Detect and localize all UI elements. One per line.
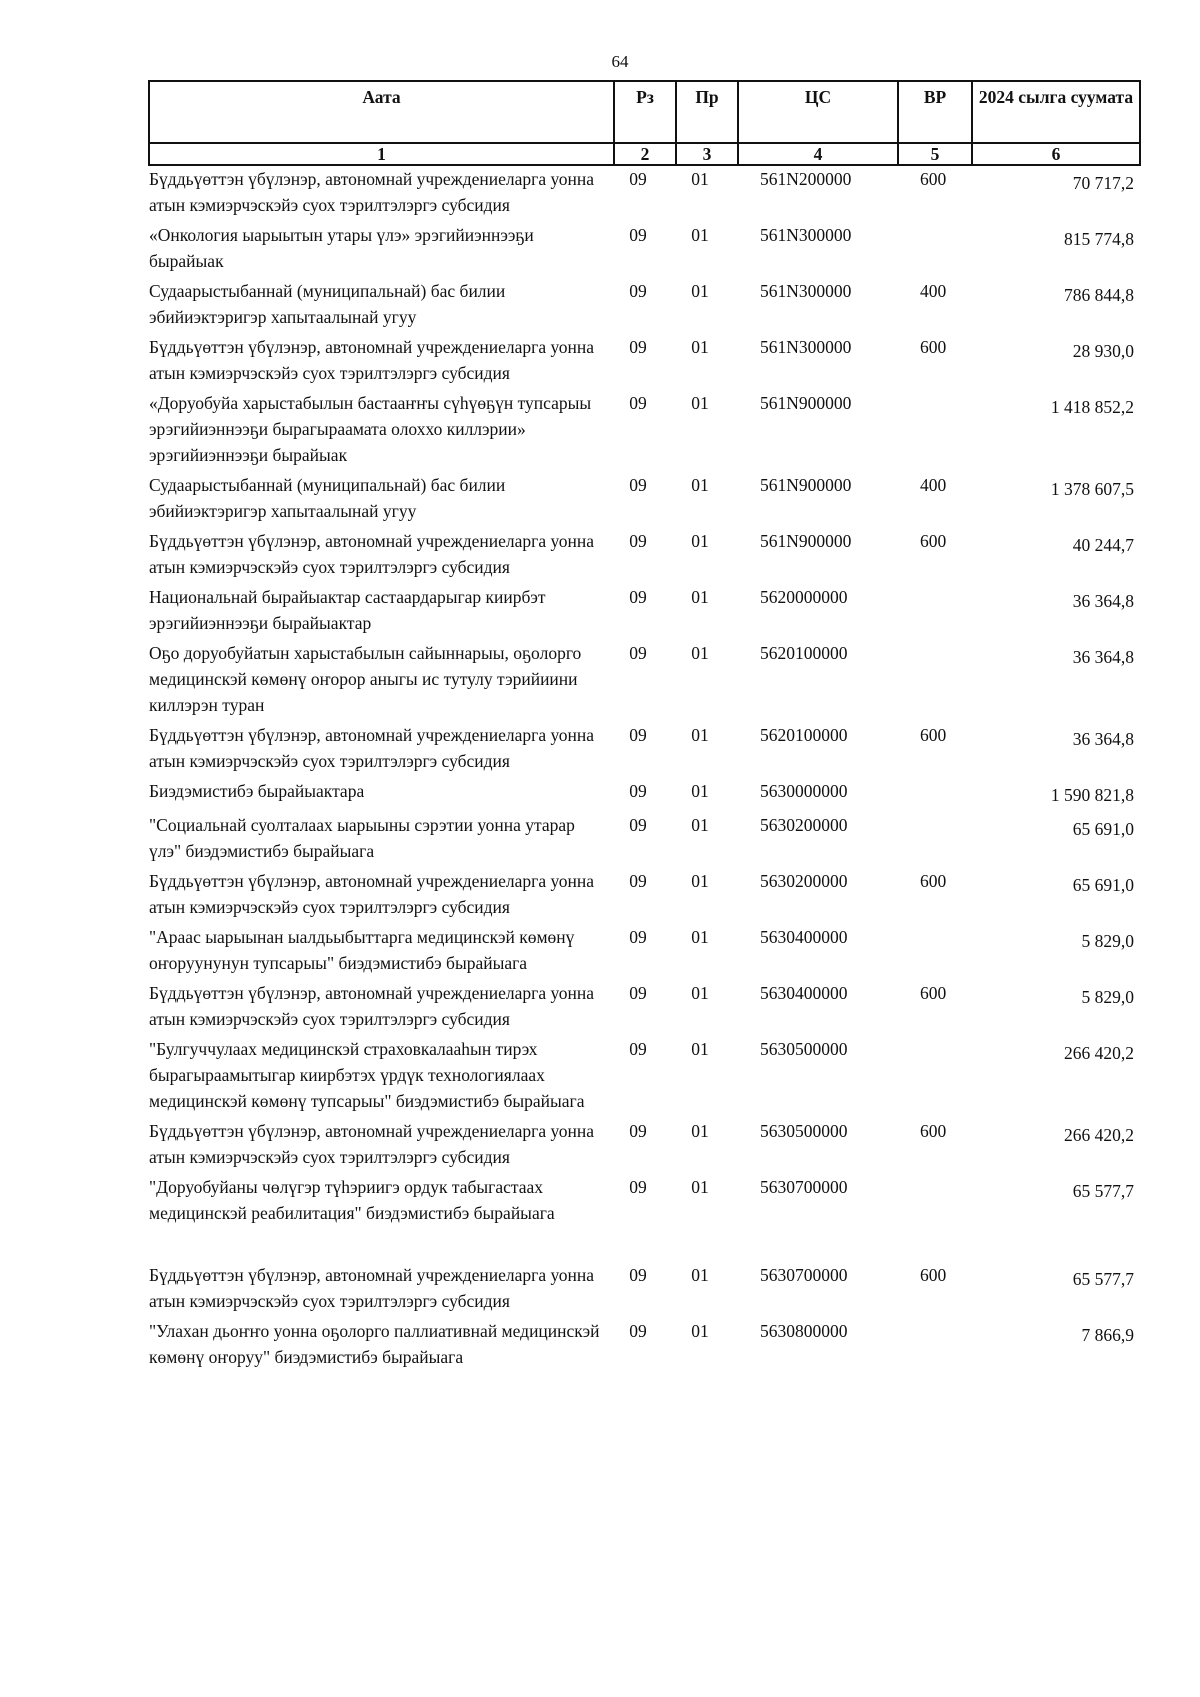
cell-cs: 561N900000 bbox=[760, 393, 852, 413]
cell-rz: 09 bbox=[629, 587, 647, 607]
cell-cs: 5630700000 bbox=[760, 1177, 848, 1197]
cell-rz: 09 bbox=[629, 781, 647, 801]
cell-pr: 01 bbox=[691, 337, 709, 357]
cell-name: Национальнай бырайыактар састаардарыгар киирбэт эрэгийиэннээҕи бырайыактар bbox=[149, 587, 546, 633]
cell-rz: 09 bbox=[629, 643, 647, 663]
table-body bbox=[149, 165, 1140, 1374]
table-row bbox=[149, 722, 1140, 778]
cell-pr: 01 bbox=[691, 531, 709, 551]
cell-sum: 70 717,2 bbox=[1072, 173, 1134, 193]
cell-vr: 600 bbox=[920, 1121, 947, 1141]
cell-vr: 600 bbox=[920, 169, 947, 189]
cell-pr: 01 bbox=[691, 643, 709, 663]
table-row bbox=[149, 980, 1140, 1036]
table-row bbox=[149, 868, 1140, 924]
cell-rz: 09 bbox=[629, 983, 647, 1003]
cell-rz: 09 bbox=[629, 281, 647, 301]
cell-sum: 65 577,7 bbox=[1072, 1181, 1134, 1201]
cell-cs: 5630500000 bbox=[760, 1039, 848, 1059]
cell-name: "Доруобуйаны чөлүгэр түһэриигэ ордук табыгастаах медицинскэй реабилитация" биэдэмистибэ бырайыага bbox=[149, 1177, 555, 1223]
table-row bbox=[149, 778, 1140, 812]
table-row bbox=[149, 640, 1140, 722]
cell-cs: 5630400000 bbox=[760, 983, 848, 1003]
cell-rz: 09 bbox=[629, 475, 647, 495]
cell-vr: 600 bbox=[920, 725, 947, 745]
cell-rz: 09 bbox=[629, 393, 647, 413]
cell-pr: 01 bbox=[691, 1121, 709, 1141]
cell-pr: 01 bbox=[691, 983, 709, 1003]
cell-pr: 01 bbox=[691, 281, 709, 301]
cell-pr: 01 bbox=[691, 169, 709, 189]
cell-name: Бүддьүөттэн үбүлэнэр, автономнай учреждениеларга уонна атын кэмиэрчэскэйэ суох тэрилтэлэргэ субсидия bbox=[149, 1265, 595, 1311]
table-header bbox=[149, 81, 1140, 165]
cell-name: «Доруобуйа харыстабылын бастааҥҥы сүһүөҕүн тупсарыы эрэгийиэннээҕи бырагыраамата олоххо киллэрии» эрэгийиэннээҕи бырайыак bbox=[149, 393, 592, 465]
header-cs: ЦС bbox=[738, 81, 898, 143]
cell-sum: 65 691,0 bbox=[1072, 875, 1134, 895]
cell-cs: 5630200000 bbox=[760, 815, 848, 835]
cell-pr: 01 bbox=[691, 725, 709, 745]
header-name: Аата bbox=[149, 81, 614, 143]
cell-cs: 561N300000 bbox=[760, 225, 852, 245]
page-number: 64 bbox=[611, 52, 629, 71]
cell-name: Бүддьүөттэн үбүлэнэр, автономнай учреждениеларга уонна атын кэмиэрчэскэйэ суох тэрилтэлэргэ субсидия bbox=[149, 871, 595, 917]
cell-vr: 400 bbox=[920, 475, 947, 495]
table-row bbox=[149, 528, 1140, 584]
cell-cs: 561N200000 bbox=[760, 169, 852, 189]
header-sum: 2024 сылга суумата bbox=[972, 81, 1140, 143]
cell-cs: 561N900000 bbox=[760, 531, 852, 551]
cell-sum: 815 774,8 bbox=[1064, 229, 1134, 249]
table-row bbox=[149, 1036, 1140, 1118]
cell-rz: 09 bbox=[629, 337, 647, 357]
column-number: 1 bbox=[149, 143, 614, 165]
column-number: 3 bbox=[676, 143, 738, 165]
table-row bbox=[149, 334, 1140, 390]
cell-cs: 5630400000 bbox=[760, 927, 848, 947]
header-row bbox=[149, 81, 1140, 143]
cell-name: Судаарыстыбаннай (муниципальнай) бас билии эбийиэктэригэр хапытаалынай угуу bbox=[149, 475, 506, 521]
table-row bbox=[149, 812, 1140, 868]
cell-vr bbox=[898, 584, 972, 640]
cell-vr bbox=[898, 222, 972, 278]
cell-sum: 40 244,7 bbox=[1072, 535, 1134, 555]
cell-pr: 01 bbox=[691, 815, 709, 835]
cell-vr bbox=[898, 812, 972, 868]
cell-vr: 400 bbox=[920, 281, 947, 301]
cell-name: Бүддьүөттэн үбүлэнэр, автономнай учреждениеларга уонна атын кэмиэрчэскэйэ суох тэрилтэлэргэ субсидия bbox=[149, 983, 595, 1029]
cell-cs: 5630000000 bbox=[760, 781, 848, 801]
cell-rz: 09 bbox=[629, 1265, 647, 1285]
cell-rz: 09 bbox=[629, 169, 647, 189]
column-number: 2 bbox=[614, 143, 676, 165]
table-row bbox=[149, 1262, 1140, 1318]
cell-pr: 01 bbox=[691, 927, 709, 947]
table-row bbox=[149, 472, 1140, 528]
cell-sum: 266 420,2 bbox=[1064, 1043, 1134, 1063]
cell-vr bbox=[898, 1174, 972, 1262]
cell-vr bbox=[898, 1036, 972, 1118]
cell-sum: 5 829,0 bbox=[1081, 931, 1134, 951]
cell-sum: 7 866,9 bbox=[1081, 1325, 1134, 1345]
cell-pr: 01 bbox=[691, 393, 709, 413]
cell-sum: 28 930,0 bbox=[1072, 341, 1134, 361]
cell-rz: 09 bbox=[629, 815, 647, 835]
table-row bbox=[149, 1318, 1140, 1374]
table-row bbox=[149, 1174, 1140, 1262]
header-vr: ВР bbox=[898, 81, 972, 143]
cell-cs: 5630700000 bbox=[760, 1265, 848, 1285]
cell-rz: 09 bbox=[629, 725, 647, 745]
cell-vr bbox=[898, 1318, 972, 1374]
cell-vr bbox=[898, 924, 972, 980]
table-row bbox=[149, 165, 1140, 222]
cell-cs: 5620000000 bbox=[760, 587, 848, 607]
cell-vr: 600 bbox=[920, 531, 947, 551]
cell-sum: 1 378 607,5 bbox=[1050, 479, 1134, 499]
column-number: 4 bbox=[738, 143, 898, 165]
cell-name: Бүддьүөттэн үбүлэнэр, автономнай учреждениеларга уонна атын кэмиэрчэскэйэ суох тэрилтэлэргэ субсидия bbox=[149, 1121, 595, 1167]
cell-vr: 600 bbox=[920, 871, 947, 891]
cell-cs: 5620100000 bbox=[760, 725, 848, 745]
cell-name: "Улахан дьоҥҥо уонна оҕолорго паллиативнай медицинскэй көмөнү оҥоруу" биэдэмистибэ бырайыага bbox=[149, 1321, 600, 1367]
cell-name: Бүддьүөттэн үбүлэнэр, автономнай учреждениеларга уонна атын кэмиэрчэскэйэ суох тэрилтэлэргэ субсидия bbox=[149, 725, 595, 771]
budget-table bbox=[148, 80, 1141, 1374]
cell-cs: 561N900000 bbox=[760, 475, 852, 495]
cell-name: «Онкология ыарыытын утары үлэ» эрэгийиэннээҕи бырайыак bbox=[149, 225, 534, 271]
cell-vr: 600 bbox=[920, 983, 947, 1003]
table-row bbox=[149, 924, 1140, 980]
column-number-row bbox=[149, 143, 1140, 165]
cell-sum: 1 590 821,8 bbox=[1050, 785, 1134, 805]
cell-rz: 09 bbox=[629, 1121, 647, 1141]
cell-pr: 01 bbox=[691, 781, 709, 801]
cell-name: "Социальнай суолталаах ыарыыны сэрэтии уонна утарар үлэ" биэдэмистибэ бырайыага bbox=[149, 815, 575, 861]
cell-pr: 01 bbox=[691, 1265, 709, 1285]
cell-name: Бүддьүөттэн үбүлэнэр, автономнай учреждениеларга уонна атын кэмиэрчэскэйэ суох тэрилтэлэргэ субсидия bbox=[149, 531, 595, 577]
header-pr: Пр bbox=[676, 81, 738, 143]
cell-pr: 01 bbox=[691, 587, 709, 607]
cell-sum: 36 364,8 bbox=[1072, 647, 1134, 667]
cell-cs: 5620100000 bbox=[760, 643, 848, 663]
cell-pr: 01 bbox=[691, 1321, 709, 1341]
cell-vr: 600 bbox=[920, 337, 947, 357]
cell-sum: 786 844,8 bbox=[1064, 285, 1134, 305]
cell-rz: 09 bbox=[629, 927, 647, 947]
cell-rz: 09 bbox=[629, 531, 647, 551]
cell-vr bbox=[898, 640, 972, 722]
cell-rz: 09 bbox=[629, 225, 647, 245]
cell-cs: 561N300000 bbox=[760, 337, 852, 357]
cell-cs: 5630200000 bbox=[760, 871, 848, 891]
column-number: 5 bbox=[898, 143, 972, 165]
cell-sum: 65 577,7 bbox=[1072, 1269, 1134, 1289]
cell-rz: 09 bbox=[629, 1177, 647, 1197]
cell-cs: 561N300000 bbox=[760, 281, 852, 301]
header-rz: Рз bbox=[614, 81, 676, 143]
cell-name: Бүддьүөттэн үбүлэнэр, автономнай учреждениеларга уонна атын кэмиэрчэскэйэ суох тэрилтэлэргэ субсидия bbox=[149, 337, 595, 383]
cell-vr: 600 bbox=[920, 1265, 947, 1285]
cell-sum: 65 691,0 bbox=[1072, 819, 1134, 839]
cell-sum: 266 420,2 bbox=[1064, 1125, 1134, 1145]
cell-sum: 36 364,8 bbox=[1072, 729, 1134, 749]
table-row bbox=[149, 278, 1140, 334]
cell-pr: 01 bbox=[691, 475, 709, 495]
cell-rz: 09 bbox=[629, 871, 647, 891]
cell-pr: 01 bbox=[691, 1039, 709, 1059]
cell-name: "Араас ыарыынан ыалдьыбыттарга медицинскэй көмөнү оҥоруунунун тупсарыы" биэдэмистибэ бырайыага bbox=[149, 927, 575, 973]
cell-rz: 09 bbox=[629, 1039, 647, 1059]
cell-sum: 5 829,0 bbox=[1081, 987, 1134, 1007]
cell-vr bbox=[898, 390, 972, 472]
table-row bbox=[149, 390, 1140, 472]
cell-name: "Булгуччулаах медицинскэй страховкалааһын тирэх бырагыраамытыгар киирбэтэх үрдүк технологиялаах медицинскэй көмөнү тупсарыы" биэдэмистибэ бырайыага bbox=[149, 1039, 585, 1111]
cell-sum: 36 364,8 bbox=[1072, 591, 1134, 611]
cell-vr bbox=[898, 778, 972, 812]
cell-pr: 01 bbox=[691, 871, 709, 891]
table-row bbox=[149, 584, 1140, 640]
cell-name: Оҕо доруобуйатын харыстабылын сайыннарыы, оҕолорго медицинскэй көмөнү оҥорор аныгы ис тутулу тэрийиини киллэрэн туран bbox=[149, 643, 582, 715]
cell-sum: 1 418 852,2 bbox=[1050, 397, 1134, 417]
cell-cs: 5630800000 bbox=[760, 1321, 848, 1341]
table-row bbox=[149, 1118, 1140, 1174]
cell-name: Бүддьүөттэн үбүлэнэр, автономнай учреждениеларга уонна атын кэмиэрчэскэйэ суох тэрилтэлэргэ субсидия bbox=[149, 169, 595, 215]
table-row bbox=[149, 222, 1140, 278]
cell-pr: 01 bbox=[691, 225, 709, 245]
cell-rz: 09 bbox=[629, 1321, 647, 1341]
cell-cs: 5630500000 bbox=[760, 1121, 848, 1141]
cell-name: Судаарыстыбаннай (муниципальнай) бас билии эбийиэктэригэр хапытаалынай угуу bbox=[149, 281, 506, 327]
cell-name: Биэдэмистибэ бырайыактара bbox=[149, 781, 365, 801]
cell-pr: 01 bbox=[691, 1177, 709, 1197]
column-number: 6 bbox=[972, 143, 1140, 165]
